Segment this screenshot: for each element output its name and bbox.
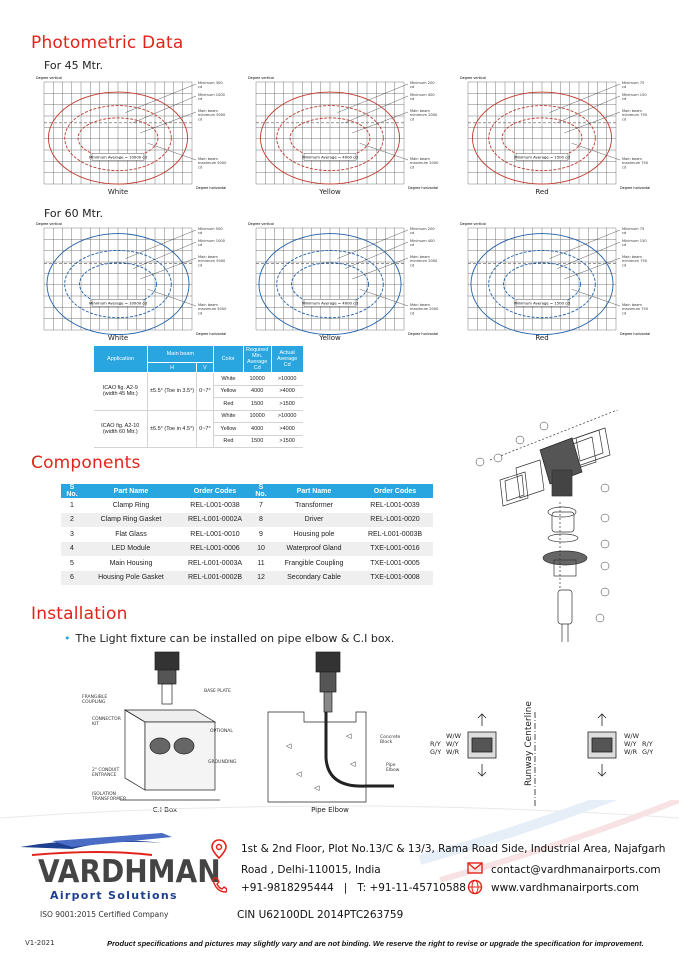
curve-label: Minimum 75 (622, 81, 645, 85)
label-baseplate: BASE PLATE (204, 689, 231, 694)
required-cell: 1500 (243, 398, 271, 411)
sno-cell: 2 (61, 513, 83, 528)
curve-label: Main beam (410, 255, 430, 259)
chart-color-label: Yellow (319, 334, 341, 342)
axis-horizontal-label: Degree horizontal (196, 332, 227, 336)
curve-label: Main beam (198, 303, 218, 307)
average-label: Minimum Average = 4000 cd (302, 154, 358, 160)
order-code-cell: TXE-L001-0005 (370, 559, 420, 567)
table-row (251, 556, 433, 571)
curve-label: cd (198, 243, 203, 248)
average-label: Minimum Average = 1500 cd (514, 300, 570, 306)
part-name-cell: Flat Glass (115, 530, 147, 538)
table-row (94, 410, 304, 423)
curve-label: Minimum 400 (410, 93, 435, 97)
curve-label: minimum 5000 (198, 259, 226, 264)
curve-label: Minimum 300 (198, 81, 223, 85)
version-label: V1-2021 (25, 939, 55, 947)
sno-cell: 3 (70, 530, 74, 538)
curve-label: Minimum 500 (198, 227, 223, 231)
curve-label: cd (622, 97, 627, 102)
right-light-label-1: W/W (624, 732, 640, 740)
right-light-label-3: W/R (624, 748, 638, 756)
color-cell: Red (213, 435, 243, 448)
table-row (251, 513, 433, 528)
email-icon (467, 862, 483, 874)
table-row (61, 527, 251, 542)
table-row (251, 571, 433, 586)
cin-number: CIN U62100DL 2014PTC263759 (237, 909, 404, 921)
runway-centerline-label: Runway Centerline (524, 701, 534, 786)
axis-vertical-label: Degree vertical (248, 222, 275, 226)
svg-text:◁: ◁ (346, 732, 352, 740)
brand-sub: Airport Solutions (50, 889, 178, 902)
curve-label: cd (198, 117, 203, 122)
curve-label: cd (198, 231, 203, 236)
required-cell: 4000 (243, 423, 271, 436)
leader-line (125, 84, 196, 113)
left-light-label-1: W/W (446, 732, 462, 740)
curve-label: cd (410, 231, 415, 236)
left-light-labels (446, 732, 461, 756)
right-light-side-2: G/Y (642, 748, 654, 756)
color-cell: Yellow (213, 385, 243, 398)
required-cell: 1500 (243, 435, 271, 448)
sno-cell: 7 (259, 501, 263, 509)
curve-label: Main beam (410, 109, 430, 113)
curve-label: Main beam (198, 109, 218, 113)
svg-text:◁: ◁ (296, 770, 302, 778)
curve-label: Main beam (622, 109, 642, 113)
actual-cell: >1500 (271, 435, 303, 448)
curve-label: maximum 750 (622, 161, 649, 166)
curve-label: Main beam (622, 157, 642, 161)
table-row (61, 542, 251, 557)
curve-label: cd (198, 97, 203, 102)
curve-label: cd (410, 117, 415, 122)
axis-horizontal-label: Degree horizontal (196, 186, 227, 190)
subtitle-45m: For 45 Mtr. (44, 59, 103, 72)
order-code-cell: TXE-L001-0016 (357, 542, 433, 557)
th-actual: Actual Average Cd (271, 346, 303, 373)
chart-color-label: Red (535, 334, 549, 342)
right-light-side-labels (642, 740, 653, 756)
curve-label: cd (410, 85, 415, 90)
table-row (61, 498, 251, 513)
address-line-2: Road , Delhi-110015, India (241, 864, 381, 876)
installation-bullet (64, 632, 394, 645)
exploded-view-diagram (470, 410, 640, 650)
th-sno: S No. (251, 484, 271, 498)
required-cell: 10000 (243, 373, 271, 386)
color-cell: Yellow (213, 423, 243, 436)
leader-line (337, 230, 408, 259)
curve-label: cd (622, 165, 627, 170)
installation-title: Installation (31, 604, 128, 624)
table-row (94, 373, 304, 386)
leader-line (140, 258, 196, 279)
sno-cell: 9 (259, 530, 263, 538)
email-link[interactable]: contact@vardhmanairports.com (491, 864, 661, 876)
curve-label: minimum 2000 (410, 259, 438, 264)
leader-line (125, 230, 196, 259)
application-cell: ICAO fig. A2-9 (width 45 Mtr.) (94, 373, 148, 411)
th-ordercodes: Order Codes (357, 484, 433, 498)
sno-cell: 5 (70, 559, 74, 567)
order-code-cell: REL-L001-0003B (367, 530, 423, 538)
curve-label: Minimum 150 (622, 93, 647, 97)
axis-horizontal-label: Degree horizontal (408, 332, 439, 336)
required-cell: 10000 (243, 410, 271, 423)
actual-cell: >4000 (271, 385, 303, 398)
axis-vertical-label: Degree vertical (36, 76, 63, 80)
th-color: Color (213, 346, 243, 373)
label-pipeelbow: Pipe Elbow (386, 763, 400, 773)
th-partname: Part Name (83, 484, 179, 498)
curve-label: Main beam (198, 255, 218, 259)
part-name-cell: Frangible Coupling (284, 559, 344, 567)
leader-line (564, 112, 620, 133)
chart-color-label: White (107, 334, 129, 342)
sno-cell: 11 (257, 559, 265, 567)
pipe-caption: Pipe Elbow (311, 806, 349, 814)
components-title: Components (31, 453, 141, 473)
curve-label: cd (198, 165, 203, 170)
curve-label: Minimum 200 (410, 227, 435, 231)
curve-label: cd (410, 97, 415, 102)
components-table-right (251, 484, 433, 585)
globe-icon (467, 879, 483, 895)
table-row (61, 556, 251, 571)
curve-label: Minimum 200 (410, 81, 435, 85)
label-isolation: ISOLATION TRANSFORMER (92, 792, 127, 802)
left-light-side-1: R/Y (430, 740, 441, 748)
photometric-chart-red (460, 74, 668, 196)
leader-line (564, 258, 620, 279)
th-h: H (148, 363, 197, 373)
photometric-chart-red (460, 220, 668, 342)
curve-label: Main beam (198, 157, 218, 161)
address-line-1: 1st & 2nd Floor, Plot No.13/C & 13/3, Rama Road Side, Industrial Area, Najafgarh (241, 843, 666, 855)
v-cell: 0~7° (197, 410, 214, 448)
actual-cell: >4000 (271, 423, 303, 436)
th-application: Application (94, 346, 148, 373)
curve-label: minimum 750 (622, 259, 648, 264)
curve-label: minimum 5000 (198, 113, 226, 118)
iso-cert: ISO 9001:2015 Certified Company (40, 910, 169, 919)
table-row (61, 513, 251, 528)
order-code-cell: REL-L001-0038 (190, 501, 240, 509)
order-code-cell: REL-L001-0020 (357, 513, 433, 528)
required-cell: 4000 (243, 385, 271, 398)
axis-vertical-label: Degree vertical (36, 222, 63, 226)
v-cell: 0~7° (197, 373, 214, 411)
curve-label: Main beam (622, 255, 642, 259)
h-cell: ±5.5° (Toe in 3.5°) (148, 373, 197, 411)
curve-label: cd (198, 85, 203, 90)
curve-label: cd (410, 165, 415, 170)
part-name-cell: LED Module (83, 542, 179, 557)
curve-label: Main beam (622, 303, 642, 307)
disclaimer: Product specifications and pictures may slightly vary and are not binding. We reserve the right to revise or upgrade the specification for improvement. (107, 939, 644, 948)
label-frangible: FRANGIBLE COUPLING (82, 695, 108, 705)
curve-label: cd (622, 85, 627, 90)
photometric-chart-white (36, 74, 244, 196)
left-light-side-2: G/Y (430, 748, 442, 756)
th-mainbeam: Main beam (148, 346, 214, 363)
th-required: Required Min. Average Cd (243, 346, 271, 373)
sno-cell: 12 (251, 571, 271, 586)
curve-label: Minimum 1000 (198, 93, 225, 97)
phone-numbers: +91-9818295444 | T: +91-11-45710588 (241, 882, 466, 894)
part-name-cell: Clamp Ring Gasket (83, 513, 179, 528)
curve-label: maximum 2000 (410, 161, 439, 166)
curve-label: maximum 2000 (410, 307, 439, 312)
table-row (251, 542, 433, 557)
th-sno: S No. (61, 484, 83, 498)
axis-horizontal-label: Degree horizontal (620, 332, 651, 336)
axis-horizontal-label: Degree horizontal (408, 186, 439, 190)
application-cell: ICAO fig. A2-10 (width 60 Mtr.) (94, 410, 148, 448)
curve-label: Minimum 150 (622, 239, 647, 243)
part-name-cell: Main Housing (109, 559, 153, 567)
leader-line (549, 230, 620, 259)
cibox-caption: C.I Box (152, 806, 178, 814)
leader-line (352, 258, 408, 279)
part-name-cell: Waterproof Gland (271, 542, 357, 557)
chart-color-label: White (107, 188, 129, 196)
table-row (61, 571, 251, 586)
order-code-cell: REL-L001-0002B (179, 571, 251, 586)
table-row (251, 527, 433, 542)
sno-cell: 8 (251, 513, 271, 528)
left-light-side-labels (430, 740, 441, 756)
axis-vertical-label: Degree vertical (460, 76, 487, 80)
photometric-title: Photometric Data (31, 33, 184, 53)
sno-cell: 1 (70, 501, 74, 509)
label-connector: CONNECTOR KIT (92, 717, 121, 727)
h-cell: ±6.5° (Toe in 4.5°) (148, 410, 197, 448)
right-light-labels (624, 732, 639, 756)
order-code-cell: REL-L001-0002A (179, 513, 251, 528)
curve-label: maximum 5000 (198, 161, 227, 166)
actual-cell: >10000 (271, 410, 303, 423)
actual-cell: >1500 (271, 398, 303, 411)
th-ordercodes: Order Codes (179, 484, 251, 498)
th-v: V (197, 363, 214, 373)
axis-vertical-label: Degree vertical (248, 76, 275, 80)
components-table-left (61, 484, 251, 585)
bullet-text: The Light fixture can be installed on pipe elbow & C.I box. (75, 632, 395, 645)
curve-label: cd (410, 243, 415, 248)
brand-name: VARDHMAN (38, 853, 221, 890)
color-cell: White (213, 410, 243, 423)
curve-label: minimum 2000 (410, 113, 438, 118)
curve-label: cd (622, 263, 627, 268)
axis-horizontal-label: Degree horizontal (620, 186, 651, 190)
order-code-cell: REL-L001-0006 (179, 542, 251, 557)
left-light-label-3: W/R (446, 748, 460, 756)
leader-line (352, 112, 408, 133)
curve-label: cd (410, 311, 415, 316)
actual-cell: >10000 (271, 373, 303, 386)
photometric-chart-yellow (248, 74, 456, 196)
average-label: Minimum Average = 1500 cd (514, 154, 570, 160)
photometric-chart-yellow (248, 220, 456, 342)
color-cell: White (213, 373, 243, 386)
label-concrete: Concrete Block (380, 735, 401, 745)
curve-label: cd (410, 263, 415, 268)
curve-label: Main beam (410, 157, 430, 161)
curve-label: cd (622, 117, 627, 122)
curve-label: cd (198, 263, 203, 268)
left-light-label-2: W/Y (446, 740, 459, 748)
curve-label: cd (622, 243, 627, 248)
part-name-cell: Housing Pole Gasket (83, 571, 179, 586)
curve-label: Minimum 75 (622, 227, 645, 231)
part-name-cell: Clamp Ring (112, 501, 150, 509)
sno-cell: 10 (251, 542, 271, 557)
order-code-cell: TXE-L001-0008 (357, 571, 433, 586)
curve-label: minimum 750 (622, 113, 648, 118)
table-row (251, 498, 433, 513)
curve-label: maximum 750 (622, 307, 649, 312)
svg-text:◁: ◁ (350, 760, 356, 768)
right-light-side-1: R/Y (642, 740, 653, 748)
right-light-label-2: W/Y (624, 740, 637, 748)
label-conduit: 2" CONDUIT ENTRANCE (92, 768, 120, 778)
leader-line (337, 84, 408, 113)
svg-text:◁: ◁ (286, 742, 292, 750)
curve-label: cd (198, 311, 203, 316)
chart-color-label: Yellow (319, 188, 341, 196)
part-name-cell: Secondary Cable (271, 571, 357, 586)
color-cell: Red (213, 398, 243, 411)
th-partname: Part Name (271, 484, 357, 498)
website-link[interactable]: www.vardhmanairports.com (491, 882, 639, 894)
curve-label: Minimum 400 (410, 239, 435, 243)
order-code-cell: REL-L001-0010 (190, 530, 240, 538)
pipe-elbow-drawing (266, 648, 396, 808)
part-name-cell: Transformer (295, 501, 333, 509)
location-pin-icon (211, 839, 227, 859)
average-label: Minimum Average = 4000 cd (302, 300, 358, 306)
light-orientation-diagram (428, 712, 668, 812)
subtitle-60m: For 60 Mtr. (44, 207, 103, 220)
part-name-cell: Housing pole (293, 530, 335, 538)
svg-text:◁: ◁ (314, 784, 320, 792)
label-grounding: GROUNDING (208, 760, 237, 765)
curve-label: cd (622, 231, 627, 236)
photometric-chart-white (36, 220, 244, 342)
part-name-cell: Driver (271, 513, 357, 528)
curve-label: Minimum 1000 (198, 239, 225, 243)
bullet-dot-icon: • (64, 632, 71, 645)
average-label: Minimum Average = 10000 cd (89, 154, 147, 160)
average-label: Minimum Average = 10000 cd (89, 300, 147, 306)
axis-vertical-label: Degree vertical (460, 222, 487, 226)
phone-icon (211, 876, 227, 894)
sno-cell: 4 (61, 542, 83, 557)
curve-label: Main beam (410, 303, 430, 307)
label-optional: OPTIONAL (210, 729, 233, 734)
curve-label: cd (622, 311, 627, 316)
leader-line (549, 84, 620, 113)
curve-label: maximum 5000 (198, 307, 227, 312)
order-code-cell: REL-L001-0039 (370, 501, 420, 509)
chart-color-label: Red (535, 188, 549, 196)
order-code-cell: REL-L001-0003A (187, 559, 243, 567)
leader-line (140, 112, 196, 133)
photometric-table (93, 345, 304, 448)
sno-cell: 6 (61, 571, 83, 586)
